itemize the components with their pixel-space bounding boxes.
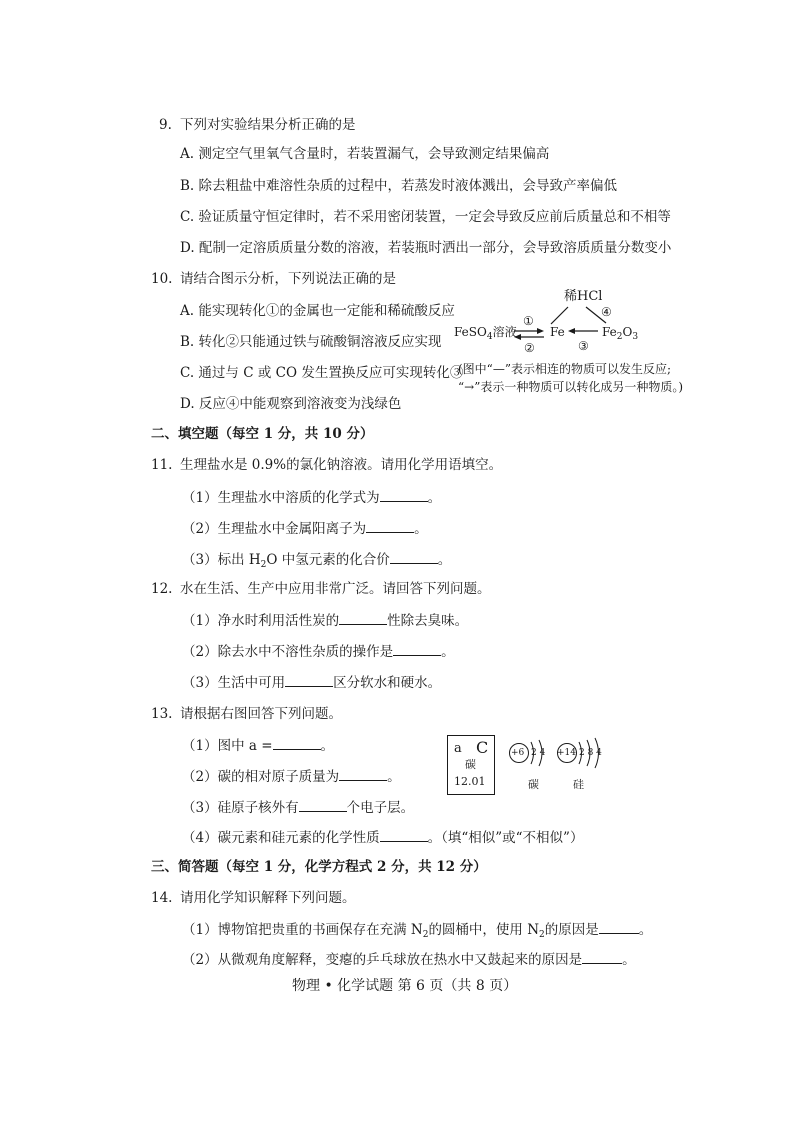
- q10-option-b: B. 转化②只能通过铁与硫酸铜溶液反应实现: [180, 334, 442, 350]
- q11-stem: 生理盐水是 0.9%的氯化钠溶液。请用化学用语填空。: [180, 457, 503, 473]
- q13-number: 13.: [151, 706, 173, 722]
- answer-blank[interactable]: [299, 798, 347, 812]
- answer-blank[interactable]: [599, 920, 639, 934]
- answer-blank[interactable]: [273, 736, 321, 750]
- q14-part-2: （2）从微观角度解释，变瘪的乒乓球放在热水中又鼓起来的原因是 。: [182, 952, 636, 968]
- answer-blank[interactable]: [390, 550, 438, 564]
- element-card: [447, 735, 495, 795]
- diagram-note-line1: (图中“—”表示相连的物质可以发生反应;: [458, 362, 671, 376]
- answer-blank[interactable]: [380, 488, 428, 502]
- circle-4: ④: [601, 305, 612, 319]
- q12-part-1: （1）净水时利用活性炭的 性除去臭味。: [182, 613, 469, 629]
- q9-option-d: D. 配制一定溶质质量分数的溶液，若装瓶时洒出一部分，会导致溶质质量分数变小: [180, 240, 672, 256]
- carbon-atom-structure: [508, 738, 552, 792]
- q13-part-2: （2）碳的相对原子质量为 。: [182, 769, 401, 785]
- q12-number: 12.: [151, 581, 173, 597]
- fe-label: Fe: [550, 325, 565, 339]
- circle-1: ①: [523, 314, 534, 328]
- q11-number: 11.: [151, 457, 173, 473]
- q12-part-3: （3）生活中可用 区分软水和硬水。: [182, 675, 442, 691]
- q14-number: 14.: [151, 890, 173, 906]
- answer-blank[interactable]: [366, 519, 414, 533]
- q12-stem: 水在生活、生产中应用非常广泛。请回答下列问题。: [180, 581, 491, 597]
- q10-stem: 请结合图示分析，下列说法正确的是: [180, 271, 396, 287]
- hcl-label: 稀HCl: [564, 289, 603, 304]
- q12-part-2: （2）除去水中不溶性杂质的操作是 。: [182, 644, 455, 660]
- q13-part-3: （3）硅原子核外有 个电子层。: [182, 800, 415, 816]
- q9-stem: 下列对实验结果分析正确的是: [180, 117, 356, 133]
- q9-option-c: C. 验证质量守恒定律时，若不采用密闭装置，一定会导致反应前后质量总和不相等: [180, 209, 671, 225]
- section-3-title: 三、简答题（每空 1 分，化学方程式 2 分，共 12 分）: [151, 859, 487, 875]
- answer-blank[interactable]: [339, 767, 387, 781]
- q14-part-1: （1）博物馆把贵重的书画保存在充满 $N_2$的圆桶中，使用 $N_2$的原因是 。: [182, 922, 653, 940]
- q13-part-1: （1）图中 a = 。: [182, 738, 335, 754]
- q9-number: 9.: [159, 117, 172, 133]
- carbon-atom-label: 碳: [528, 778, 539, 791]
- answer-blank[interactable]: [339, 611, 387, 625]
- q10-option-a: A. 能实现转化①的金属也一定能和稀硫酸反应: [180, 303, 455, 319]
- silicon-atom-structure: [556, 738, 612, 792]
- circle-3: ③: [578, 339, 589, 353]
- silicon-atom-label: 硅: [573, 778, 584, 791]
- q9-option-a: A. 测定空气里氧气含量时，若装置漏气，会导致测定结果偏高: [180, 146, 550, 162]
- q10-option-d: D. 反应④中能观察到溶液变为浅绿色: [180, 396, 402, 412]
- element-symbol: C: [476, 738, 489, 757]
- diagram-note-line2: “→”表示一种物质可以转化成另一种物质。): [458, 380, 684, 394]
- circle-2: ②: [524, 341, 535, 355]
- q11-part-2: （2）生理盐水中金属阳离子为 。: [182, 521, 428, 537]
- carbon-nucleus: +6: [511, 748, 525, 758]
- q13-stem: 请根据右图回答下列问题。: [180, 706, 342, 722]
- element-name: 碳: [465, 758, 476, 771]
- silicon-shell-counts: 2 8 4: [579, 748, 602, 758]
- answer-blank[interactable]: [380, 828, 428, 842]
- page-footer: 物理 • 化学试题 第 6 页（共 8 页）: [292, 978, 518, 994]
- feso4-label: FeSO$_4$溶液: [454, 325, 517, 342]
- element-mass: 12.01: [454, 775, 486, 788]
- silicon-nucleus: +14: [557, 748, 576, 758]
- q14-stem: 请用化学知识解释下列问题。: [180, 890, 356, 906]
- answer-blank[interactable]: [285, 673, 333, 687]
- answer-blank[interactable]: [393, 642, 441, 656]
- answer-blank[interactable]: [582, 950, 622, 964]
- q10-number: 10.: [151, 271, 173, 287]
- section-2-title: 二、填空题（每空 1 分，共 10 分）: [151, 426, 374, 442]
- q9-option-b: B. 除去粗盐中难溶性杂质的过程中，若蒸发时液体溅出，会导致产率偏低: [180, 178, 618, 194]
- q13-part-4: （4）碳元素和硅元素的化学性质 。（填“相似”或“不相似”）: [182, 830, 584, 846]
- q11-part-3: （3）标出 $H_2O$ 中氢元素的化合价 。: [182, 552, 452, 570]
- q11-part-1: （1）生理盐水中溶质的化学式为 。: [182, 490, 442, 506]
- element-a-label: a: [454, 741, 462, 756]
- q10-option-c: C. 通过与 C 或 CO 发生置换反应可实现转化③: [180, 365, 464, 381]
- fe2o3-label: $Fe_2O_3$: [602, 325, 639, 342]
- conversion-diagram: [450, 289, 684, 400]
- carbon-shell-counts: 2 4: [531, 748, 546, 758]
